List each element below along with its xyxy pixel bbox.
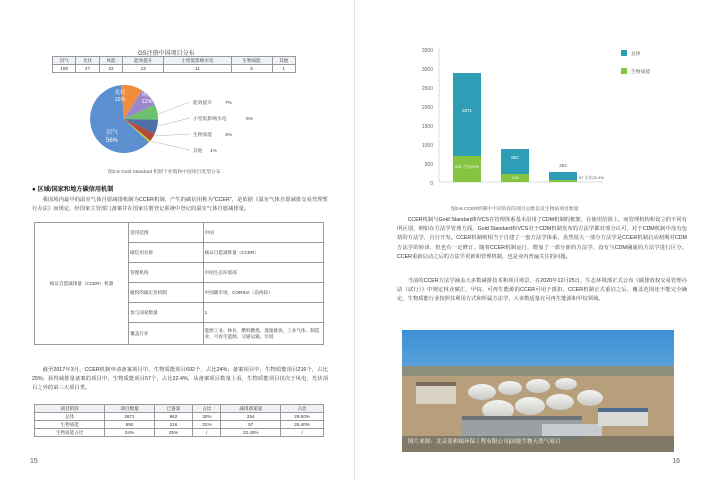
pie-label-biogas: 沼气 bbox=[105, 130, 119, 136]
photo-credit: 图片来源：北京盈和瑞环保工程有限公司|国能生物天然气项目 bbox=[408, 439, 561, 445]
bar-chart bbox=[413, 42, 663, 194]
stats-paragraph: 截至2017年3月，CCER机制申请备案项目中，生物质能项目692个，占比24%；备案项目中，生物质能项目216个，占比25%；获得减排量备案的项目中，生物质能项目57个，占比22.4%，从备案项目数量上看，生物质能项目仅次于风电、光伏项目之外的第三大项目类。 bbox=[32, 367, 328, 392]
t3-c: 26.40% bbox=[281, 421, 324, 429]
legend-bio: 生物质能 bbox=[631, 70, 651, 75]
ytick: 1500 bbox=[421, 124, 433, 130]
t3-c: 254 bbox=[221, 413, 281, 421]
t3-c: / bbox=[281, 429, 324, 437]
ccer-row-label: 核证自愿减排量（CCER）机制 bbox=[35, 223, 129, 345]
bar-label-bio-0: 692 占比24% bbox=[455, 164, 479, 169]
stage-table bbox=[34, 404, 324, 437]
t1-h: 小型低影响水电 bbox=[164, 57, 231, 65]
ccer-v: 中国生态环境部 bbox=[203, 263, 323, 283]
t1-h: 沼气 bbox=[53, 57, 76, 65]
t3-c: 总体 bbox=[35, 413, 105, 421]
ccer-v: 中国 bbox=[203, 223, 323, 243]
ccer-k: 参与国家数量 bbox=[129, 303, 203, 323]
bar-bio-0 bbox=[453, 156, 481, 182]
pie-pct-efficiency: 7% bbox=[225, 101, 232, 106]
t1-h: 生物质能 bbox=[231, 57, 272, 65]
gs-distribution-table bbox=[52, 56, 296, 73]
pie-pct-solar: 15% bbox=[114, 97, 126, 103]
pie-label-other: 其他 bbox=[193, 149, 203, 154]
bar-label-total-0: 2871 bbox=[461, 108, 473, 113]
table1-title: GS注册中国项目分布 bbox=[138, 51, 195, 57]
ccer-k: 适用范围 bbox=[129, 223, 203, 243]
legend-total: 总体 bbox=[631, 52, 641, 57]
pie-pct-biomass: 3% bbox=[225, 133, 232, 138]
biogas-plant-photo bbox=[402, 330, 674, 452]
bar-bio-2 bbox=[549, 180, 577, 182]
t3-h: 占比 bbox=[281, 405, 324, 413]
t3-h: 占比 bbox=[193, 405, 221, 413]
t3-c: 生物质能占比 bbox=[35, 429, 105, 437]
pie-pct-other: 1% bbox=[210, 149, 217, 154]
bar-label-total-2: 254 bbox=[559, 163, 567, 168]
pie-pct-hydro: 6% bbox=[246, 117, 253, 122]
pie-chart bbox=[60, 74, 300, 174]
bar-label-bio-1: 216 bbox=[511, 175, 519, 180]
section-title: ● 区域/国家和地方碳信用机制 bbox=[32, 186, 114, 193]
pie-pct-biogas: 56% bbox=[105, 138, 119, 144]
page-number-left: 15 bbox=[30, 458, 38, 465]
t1-v: 27 bbox=[76, 65, 99, 73]
pie-label-solar: 光伏 bbox=[114, 90, 126, 96]
t1-v: 1 bbox=[272, 65, 295, 73]
ccer-v: 1 bbox=[203, 303, 323, 323]
t1-h: 光伏 bbox=[76, 57, 99, 65]
t3-c: 22.40% bbox=[221, 429, 281, 437]
legend-swatch-total bbox=[621, 50, 627, 56]
t3-c: 57 bbox=[221, 421, 281, 429]
ccer-table bbox=[34, 222, 324, 345]
pie-label-efficiency: 能效提升 bbox=[193, 101, 213, 106]
t3-c: 生物质能 bbox=[35, 421, 105, 429]
t1-v: 6 bbox=[231, 65, 272, 73]
bar-label-total-1: 862 bbox=[511, 155, 519, 160]
legend-swatch-bio bbox=[621, 68, 627, 74]
ytick: 500 bbox=[424, 162, 433, 168]
intro-paragraph: 我国境内最早的温室气体自愿减排机制为CCER机制，产生的碳信用称为"CCER"，是依据《温室气体自愿减排交易管理暂行办法》而规定，经国家主管部门备案并在国家注册登记系统中登记的温室气体自愿减排量。 bbox=[32, 197, 328, 213]
methodology-paragraph: 当前的CCER方法学涵盖大多数减排技术和项目场景，在2020年12月25日，生态环境部正式公布《碳排放权交易管理办法（试行）》中规定林业碳汇、甲烷、可再生能源的CCER可用于抵扣，CCER机制正式重启之后，覆盖范围还不能完全确定，生物质能行业按照其利用方式和所属方法学，大多数适量在可再生能源和甲烷领域。 bbox=[397, 278, 687, 303]
ytick: 1000 bbox=[421, 143, 433, 149]
ccer-k: 覆盖行业 bbox=[129, 323, 203, 345]
ytick: 3000 bbox=[421, 67, 433, 73]
pie-label-wind: 风能 bbox=[141, 92, 153, 98]
ytick: 3500 bbox=[421, 48, 433, 54]
bar-caption: 图2-6 CCER机制中不同阶段的项目总数以及生物质项目数量 bbox=[451, 207, 579, 212]
t3-h: 已备案 bbox=[154, 405, 193, 413]
t3-h: 减排备案量 bbox=[221, 405, 281, 413]
ytick: 2500 bbox=[421, 86, 433, 92]
t3-c: 30% bbox=[193, 413, 221, 421]
t1-v: 11 bbox=[164, 65, 231, 73]
t3-c: 2871 bbox=[105, 413, 154, 421]
ccer-k: 履约的碳定价机制 bbox=[129, 283, 203, 303]
biogas-plant-illustration bbox=[402, 330, 674, 452]
pie-label-biomass: 生物质能 bbox=[193, 133, 213, 138]
t1-v: 13 bbox=[123, 65, 164, 73]
t1-v: 100 bbox=[53, 65, 76, 73]
t1-h: 能效提升 bbox=[123, 57, 164, 65]
t3-h: 项目数量 bbox=[105, 405, 154, 413]
ccer-v: 中国碳市场，CORSIA（前两段） bbox=[203, 283, 323, 303]
t3-h: 项目阶段 bbox=[35, 405, 105, 413]
ytick: 2000 bbox=[421, 105, 433, 111]
t1-h: 风能 bbox=[99, 57, 122, 65]
t3-c: 24% bbox=[105, 429, 154, 437]
t3-c: 29.50% bbox=[281, 413, 324, 421]
t3-c: 692 bbox=[105, 421, 154, 429]
t3-c: 216 bbox=[154, 421, 193, 429]
page-number-right: 16 bbox=[672, 458, 680, 465]
t1-v: 22 bbox=[99, 65, 122, 73]
pie-label-hydro: 小型低影响水电 bbox=[193, 117, 227, 122]
ccer-k: 碳信用名称 bbox=[129, 243, 203, 263]
mechanism-paragraph: CCER机制与Gold Standard和VCS在管理体系基本沿用了CDM机制的框架，在使用范围上，而管理机构和设立的不同有所区别，例如在方法学管理方面，Gold Standard和VCS对于CDM机制发布的方法学都对部分认可，对于CDM机制中没有包括的方法学，自行开发。CCER机制则相当于自建了一套方法学体系，虽然很大一部分方法学是CCER机制启动初期对CDM方法学的转译，但也有一定修订。随着CCER机制运行，增加了一部分新的方法学，没有与CDM融通的方法学进行区分。CCER重新启动之后的方法学更新和管理机制，也是业内普遍关注的问题。 bbox=[397, 217, 687, 260]
t3-c: 862 bbox=[154, 413, 193, 421]
t1-h: 其他 bbox=[272, 57, 295, 65]
pie-pct-wind: 12% bbox=[141, 99, 153, 105]
pie-caption: 图2-5 Gold Standard 机制下业绩和中国项目类型分布 bbox=[108, 170, 221, 175]
t3-c: 25% bbox=[154, 429, 193, 437]
ccer-v: 能源工业、林业、燃料燃烧、逃逸排放、工业气体、制造业、可再生能源、交通运输、垃圾 bbox=[203, 323, 323, 345]
ccer-k: 管理机构 bbox=[129, 263, 203, 283]
ccer-v: 核证自愿减排量（CCER） bbox=[203, 243, 323, 263]
bar-label-bio-2: 57 占比22.4% bbox=[579, 175, 604, 180]
ytick: 0 bbox=[430, 181, 433, 187]
t3-c: 31% bbox=[193, 421, 221, 429]
t3-c: / bbox=[193, 429, 221, 437]
